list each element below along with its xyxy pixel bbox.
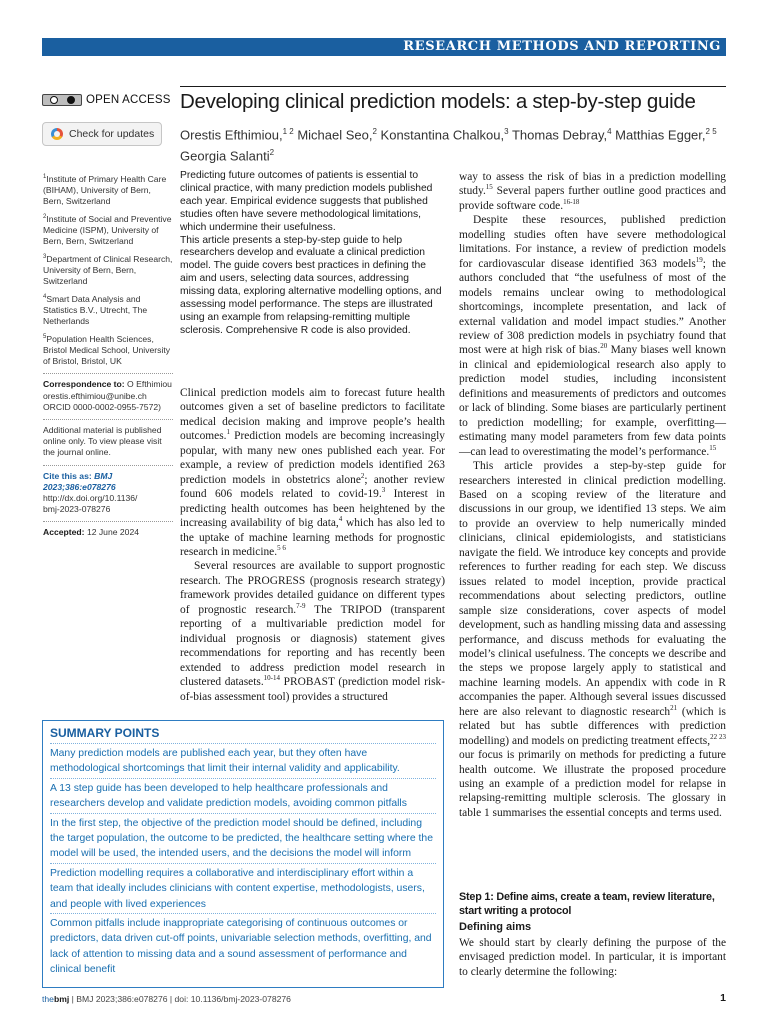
page-number: 1 — [720, 992, 726, 1004]
divider — [43, 373, 173, 374]
check-for-updates-button[interactable] — [42, 122, 162, 146]
doi-link[interactable]: http://dx.doi.org/10.1136/ — [43, 492, 138, 503]
affiliation-item: $^5$Population Health Sciences, Bristol Medical School, University of Bristol, Bristol, UK — [43, 333, 171, 367]
correspondence: Correspondence to: O Efthimiou orestis.efthimiou@unibe.ch ORCID 0000-0002-0955-7572) — [43, 379, 172, 412]
article-title: Developing clinical prediction models: a step-by-step guide — [180, 90, 696, 113]
page-footer — [42, 994, 291, 1004]
summary-point: Many prediction models are published each year, but they often have methodological shortcomings that limit their internal validity and applicability. — [50, 743, 436, 778]
step1-body — [459, 936, 726, 979]
body-column-right — [459, 170, 726, 820]
creative-commons-by-icon — [42, 94, 82, 106]
body-paragraph: Despite these resources, published prediction modelling studies often have severe methodological limitations. For instance, a review of prediction models for cardiovascular disease identified 363 models$^{19}$; the authors concluded that “the usefulness of most of the models remains unclear owing to methodological shortcomings, incomplete presentation, and lack of external validation and model impact studies.” Another review of 308 prediction models in psychiatry found that most were at high risk of bias.$^{20}$ Many biases well known in clinical and epidemiological research also apply to prediction model studies, including inconsistent definitions and measurements of predictors and outcomes or lack of blinding. Some biases are particularly pertinent to prediction modelling; for example, overfitting—estimating many model parameters from few data points—can lead to overestimating the model’s performance.$^{15}$ — [459, 214, 726, 458]
summary-points-title: SUMMARY POINTS — [50, 726, 160, 740]
abstract-paragraph: Predicting future outcomes of patients is essential to clinical practice, with many prediction models published each year. Empirical evidence suggests that published studies often have severe methodological limitations, which undermine their usefulness. — [180, 170, 433, 233]
check-for-updates-label: Check for updates — [69, 128, 155, 140]
body-paragraph: Clinical prediction models aim to forecast future health outcomes given a set of baseline predictors to facilitate medical decision making and improve people’s health outcomes.$^1$ Prediction models are becoming increasingly popular, with many new ones published each year. For example, a review of prediction models identified 263 prediction models in obstetrics alone$^2$; another review found 606 models related to covid-19.$^3$ Interest in predicting health outcomes has been heightened by the increasing availability of big data,$^4$ which has also led to the uptake of machine learning methods for prognostic research in medicine.$^{5 6}$ — [180, 387, 445, 558]
title-rule — [180, 86, 726, 87]
open-access-label: OPEN ACCESS — [86, 94, 171, 106]
crossmark-icon — [51, 128, 63, 140]
section-label: RESEARCH METHODS AND REPORTING — [403, 39, 721, 54]
body-paragraph: way to assess the risk of bias in a prediction modelling study.$^{15}$ Several papers further outline good practices and provide software code.$^{16-18}$ — [459, 171, 726, 212]
author-list: Orestis Efthimiou,$^{1 2}$ Michael Seo,$^2$ Konstantina Chalkou,$^3$ Thomas Debray,$^4$ Matthias Egger,$^{2 5}$ Georgia Salanti$^2$ — [180, 127, 717, 164]
affiliation-item: $^3$Department of Clinical Research, University of Bern, Bern, Switzerland — [43, 253, 173, 287]
affiliation-item: $^4$Smart Data Analysis and Statistics B.V., Utrecht, The Netherlands — [43, 293, 148, 327]
accepted-date: Accepted: 12 June 2024 — [43, 527, 140, 538]
defining-aims-subheading: Defining aims — [459, 921, 532, 933]
affiliations-sidebar — [43, 172, 173, 539]
correspondence-email[interactable]: orestis.efthimiou@unibe.ch — [43, 390, 147, 401]
summary-point: In the first step, the objective of the prediction model should be defined, including the target population, the outcome to be predicted, the healthcare setting where the model will be used, the intended users, and the decisions the model will inform — [50, 813, 436, 863]
summary-points-list — [50, 743, 436, 979]
body-column-left — [180, 386, 445, 704]
summary-point: Common pitfalls include inappropriate categorising of continuous outcomes or predictors, data driven cut-off points, univariable selection methods, overfitting, and lack of attention to missing data and a sound assessment of performance and clinical benefit — [50, 913, 436, 979]
cite-this-as: Cite this as: BMJ 2023;386:e078276 http://dx.doi.org/10.1136/ bmj-2023-078276 — [43, 470, 138, 515]
summary-point: Prediction modelling requires a collaborative and interdisciplinary effort within a team that ideally includes clinicians with content expertise, methodologists, users, and people with lived experiences — [50, 863, 436, 913]
journal-logo-bmj: bmj — [53, 994, 70, 1004]
open-access-badge[interactable] — [42, 94, 171, 106]
orcid-link[interactable]: ORCID 0000-0002-0955-7572) — [43, 401, 161, 412]
divider — [43, 521, 173, 522]
abstract — [180, 170, 445, 338]
body-paragraph: Several resources are available to support prognostic research. The PROGRESS (prognosis research strategy) framework provides detailed guidance on different types of prognostic research.$^{7-9}$ The TRIPOD (transparent reporting of a multivariable prediction model for individual prognosis or diagnosis) statement gives recommendations for reporting and has recently been extended to address prediction model research in clustered datasets.$^{10-14}$ PROBAST (prediction model risk-of-bias assessment tool) provides a structured — [180, 560, 446, 703]
divider — [43, 419, 173, 420]
body-paragraph: We should start by clearly defining the purpose of the envisaged prediction model. In particular, it is important to clearly determine the following: — [459, 937, 726, 978]
summary-point: A 13 step guide has been developed to help healthcare professionals and researchers develop and validate prediction models, avoiding common pitfalls — [50, 778, 436, 813]
summary-points-box — [42, 720, 444, 988]
step1-heading: Step 1: Define aims, create a team, review literature, start writing a protocol — [459, 891, 715, 917]
affiliation-item: $^1$Institute of Primary Health Care (BIHAM), University of Bern, Bern, Switzerland — [43, 173, 167, 207]
section-header-bar — [42, 38, 726, 56]
body-paragraph: This article provides a step-by-step guide for researchers interested in clinical prediction modelling. Based on a scoping review of the literature and discussions in our group, we identified 13 steps. We aim to provide an overview to help numerically minded clinicians, clinical epidemiologists, and statisticians navigate the field. We introduce key concepts and provide references to further reading for each step. We discuss issues related to model inception, provide practical recommendations about selecting predictors, outline sample size considerations, cover aspects of model development, such as handling missing data and assessing performance, and discuss methods for evaluating the model’s clinical usefulness. The concepts we describe and the steps we propose largely apply to statistical and machine learning models. An appendix with code in R accompanies the paper. Although several issues discussed here are also relevant to diagnostic research$^{21}$ (which is related but has subtle differences with prediction modelling) and models on predicting treatment effects,$^{22 23}$ our focus is primarily on methods for predicting a future health outcome. We illustrate the proposed procedure using an example of a prediction model for relapse in relapsing-remitting multiple sclerosis. The glossary in table 1 summarises the essential concepts and terms used. — [459, 460, 727, 819]
abstract-paragraph: This article presents a step-by-step guide to help researchers develop and evaluate a clinical prediction model. The guide covers best practices in defining the aim and users, selecting data sources, addressing missing data, exploring alternative modelling options, and assessing model performance. The steps are illustrated using an example from relapsing-remitting multiple sclerosis. Comprehensive R code is also provided. — [180, 234, 442, 336]
affiliation-item: $^2$Institute of Social and Preventive Medicine (ISPM), University of Bern, Bern, Switzerland — [43, 213, 172, 247]
additional-material-note: Additional material is published online only. To view please visit the journal online. — [43, 424, 162, 458]
affiliation-list — [43, 172, 173, 367]
footer-citation: | BMJ 2023;386:e078276 | doi: 10.1136/bmj-2023-078276 — [71, 994, 291, 1004]
journal-logo-the: the — [42, 994, 54, 1004]
divider — [43, 465, 173, 466]
